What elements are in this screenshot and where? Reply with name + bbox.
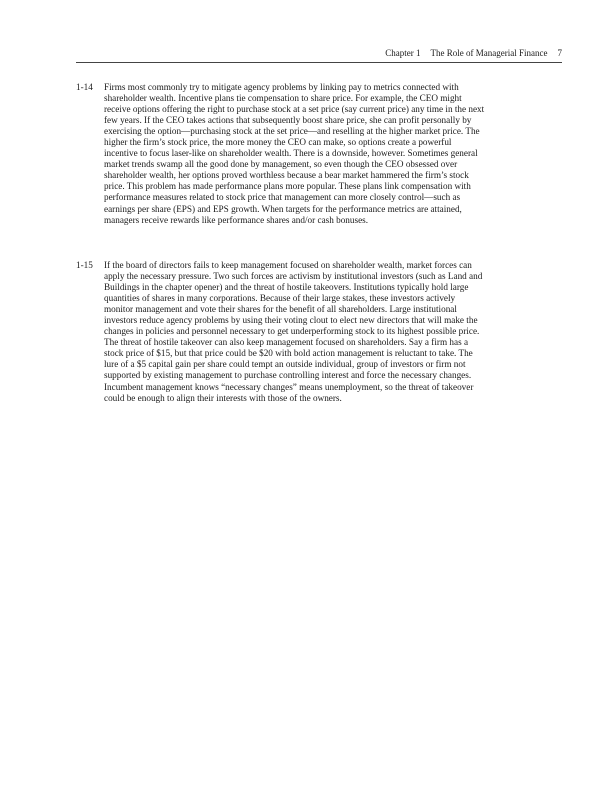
answer-number: 1-15 — [76, 260, 93, 270]
text-line: supported by existing management to purchase controlling interest and force the necessary changes. — [104, 370, 472, 381]
text-line: earnings per share (EPS) and EPS growth. When targets for the performance metrics are attained, — [104, 203, 462, 214]
answer-text — [104, 260, 562, 404]
running-header — [76, 48, 562, 58]
text-line: quantities of shares in many corporations. Because of their large stakes, these investors actively — [104, 293, 456, 304]
text-line: changes in policies and personnel necessary to get underperforming stock to its highest possible price. — [104, 326, 480, 337]
answer-number: 1-14 — [76, 82, 93, 92]
text-line: Incumbent management knows “necessary changes” means unemployment, so the threat of takeover — [104, 381, 474, 392]
text-line: monitor management and vote their shares for the benefit of all shareholders. Large institutional — [104, 304, 457, 315]
text-line: apply the necessary pressure. Two such forces are activism by institutional investors (such as Land and — [104, 271, 483, 282]
text-line: If the board of directors fails to keep management focused on shareholder wealth, market forces can — [104, 260, 472, 270]
answer-1-15 — [76, 260, 562, 404]
text-line: exercising the option—purchasing stock at the set price—and reselling at the higher market price. The — [104, 126, 480, 137]
text-line: shareholder wealth. Incentive plans tie compensation to share price. For example, the CEO might — [104, 93, 462, 104]
text-line: Buildings in the chapter opener) and the threat of hostile takeovers. Institutions typically hold large — [104, 282, 469, 293]
page-number: 7 — [557, 48, 562, 58]
header-rule — [76, 62, 562, 63]
text-line: receive options offering the right to purchase stock at a set price (say current price) any time in the next — [104, 104, 485, 115]
text-line: price. This problem has made performance plans more popular. These plans link compensation with — [104, 181, 471, 192]
text-line: Firms most commonly try to mitigate agency problems by linking pay to metrics connected with — [104, 82, 459, 92]
text-line: stock price of $15, but that price could be $20 with bold action management is reluctant to take. The — [104, 348, 473, 359]
answer-1-14 — [76, 82, 562, 226]
text-line: performance measures related to stock price that management can more closely control—such as — [104, 192, 461, 203]
text-line: incentive to focus laser-like on shareholder wealth. There is a downside, however. Sometimes general — [104, 148, 478, 159]
text-line: market trends swamp all the good done by management, so even though the CEO obsessed over — [104, 159, 458, 170]
text-line: The threat of hostile takeover can also keep management focused on shareholders. Say a firm has a — [104, 337, 469, 348]
text-line: investors reduce agency problems by using their voting clout to elect new directors that will make the — [104, 315, 478, 326]
text-line: shareholder wealth, her options proved worthless because a bear market hammered the firm’s stock — [104, 170, 469, 181]
text-line: few years. If the CEO takes actions that subsequently boost share price, she can profit personally by — [104, 115, 472, 126]
answer-text — [104, 82, 562, 226]
text-line: managers receive rewards like performance shares and/or cash bonuses. — [104, 214, 369, 225]
text-line: lure of a $5 capital gain per share could tempt an outside individual, group of investors or firm not — [104, 359, 466, 370]
text-line: could be enough to align their interests with those of the owners. — [104, 392, 342, 403]
text-line: higher the firm’s stock price, the more money the CEO can make, so options create a powerful — [104, 137, 452, 148]
chapter-label: Chapter 1 — [385, 48, 421, 58]
chapter-title: The Role of Managerial Finance — [430, 48, 548, 58]
